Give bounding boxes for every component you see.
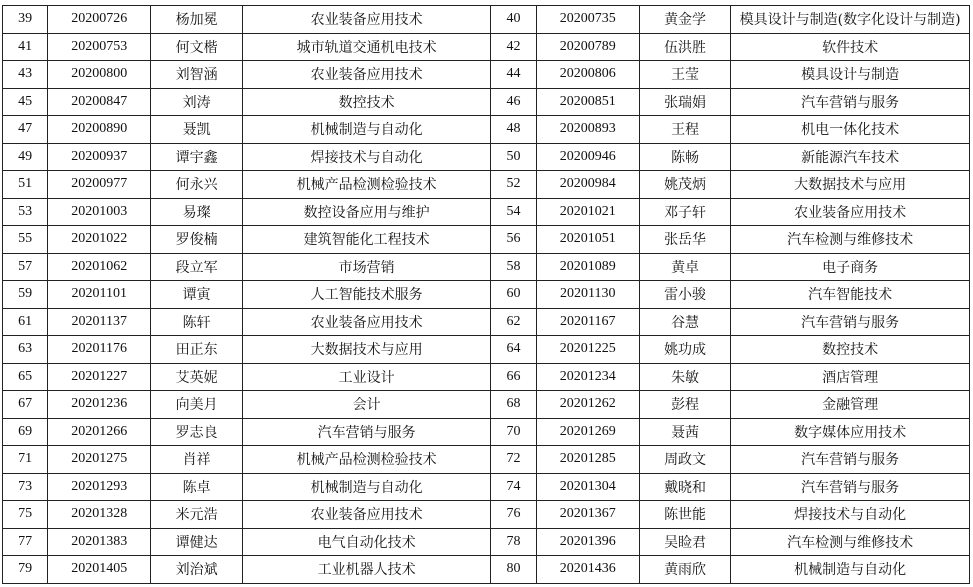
left-student-name: 刘涛 (151, 88, 242, 116)
right-student-name: 姚茂炳 (639, 171, 730, 199)
left-student-id: 20201236 (48, 391, 151, 419)
right-row-number: 48 (491, 116, 536, 144)
left-row-number: 59 (3, 281, 48, 309)
left-student-name: 罗志良 (151, 418, 242, 446)
left-row-number: 77 (3, 528, 48, 556)
left-student-id: 20201383 (48, 528, 151, 556)
left-student-major: 机械产品检测检验技术 (242, 446, 491, 474)
right-row-number: 62 (491, 308, 536, 336)
right-student-major: 汽车营销与服务 (731, 308, 970, 336)
left-student-name: 何文楷 (151, 33, 242, 61)
table-row (3, 253, 970, 281)
right-student-id: 20201225 (536, 336, 639, 364)
right-student-major: 金融管理 (731, 391, 970, 419)
table-row (3, 308, 970, 336)
table-row (3, 61, 970, 89)
right-row-number: 58 (491, 253, 536, 281)
left-row-number: 47 (3, 116, 48, 144)
right-student-id: 20200851 (536, 88, 639, 116)
left-student-major: 农业装备应用技术 (242, 501, 491, 529)
table-row (3, 6, 970, 34)
right-student-id: 20201285 (536, 446, 639, 474)
right-student-major: 农业装备应用技术 (731, 198, 970, 226)
left-student-major: 机械制造与自动化 (242, 473, 491, 501)
right-student-id: 20201396 (536, 528, 639, 556)
left-row-number: 71 (3, 446, 48, 474)
right-row-number: 74 (491, 473, 536, 501)
left-row-number: 69 (3, 418, 48, 446)
left-row-number: 43 (3, 61, 48, 89)
left-row-number: 65 (3, 363, 48, 391)
left-student-major: 机械制造与自动化 (242, 116, 491, 144)
right-student-id: 20201262 (536, 391, 639, 419)
table-row (3, 198, 970, 226)
left-student-id: 20201227 (48, 363, 151, 391)
right-student-id: 20201051 (536, 226, 639, 254)
right-row-number: 44 (491, 61, 536, 89)
left-student-major: 人工智能技术服务 (242, 281, 491, 309)
table-row (3, 281, 970, 309)
table-row (3, 556, 970, 584)
right-student-major: 大数据技术与应用 (731, 171, 970, 199)
right-student-name: 戴晓和 (639, 473, 730, 501)
right-student-name: 张瑞娟 (639, 88, 730, 116)
right-student-id: 20201130 (536, 281, 639, 309)
right-student-name: 王程 (639, 116, 730, 144)
right-student-major: 汽车营销与服务 (731, 88, 970, 116)
table-row (3, 446, 970, 474)
left-student-name: 米元浩 (151, 501, 242, 529)
left-student-name: 谭寅 (151, 281, 242, 309)
right-student-major: 汽车智能技术 (731, 281, 970, 309)
right-student-major: 电子商务 (731, 253, 970, 281)
right-row-number: 56 (491, 226, 536, 254)
right-student-major: 数控技术 (731, 336, 970, 364)
student-roster-table (2, 5, 970, 584)
right-row-number: 46 (491, 88, 536, 116)
table-row (3, 363, 970, 391)
left-student-id: 20201062 (48, 253, 151, 281)
right-student-id: 20200984 (536, 171, 639, 199)
left-student-name: 谭健达 (151, 528, 242, 556)
left-student-name: 田正东 (151, 336, 242, 364)
table-row (3, 88, 970, 116)
table-row (3, 501, 970, 529)
left-student-id: 20200753 (48, 33, 151, 61)
left-student-name: 陈轩 (151, 308, 242, 336)
left-student-major: 汽车营销与服务 (242, 418, 491, 446)
left-row-number: 39 (3, 6, 48, 34)
left-row-number: 61 (3, 308, 48, 336)
right-student-major: 汽车营销与服务 (731, 446, 970, 474)
left-student-major: 数控设备应用与维护 (242, 198, 491, 226)
left-student-major: 农业装备应用技术 (242, 61, 491, 89)
right-student-major: 模具设计与制造 (731, 61, 970, 89)
left-student-id: 20200726 (48, 6, 151, 34)
left-student-id: 20201328 (48, 501, 151, 529)
left-student-id: 20200847 (48, 88, 151, 116)
left-student-id: 20201022 (48, 226, 151, 254)
left-student-id: 20201266 (48, 418, 151, 446)
left-row-number: 49 (3, 143, 48, 171)
left-row-number: 53 (3, 198, 48, 226)
right-student-name: 王莹 (639, 61, 730, 89)
left-student-name: 聂凯 (151, 116, 242, 144)
left-student-major: 市场营销 (242, 253, 491, 281)
left-student-major: 建筑智能化工程技术 (242, 226, 491, 254)
right-row-number: 80 (491, 556, 536, 584)
right-row-number: 70 (491, 418, 536, 446)
right-student-id: 20200893 (536, 116, 639, 144)
right-student-name: 姚功成 (639, 336, 730, 364)
right-student-name: 陈畅 (639, 143, 730, 171)
left-student-id: 20201101 (48, 281, 151, 309)
right-row-number: 42 (491, 33, 536, 61)
table-row (3, 391, 970, 419)
table-row (3, 116, 970, 144)
right-student-major: 数字媒体应用技术 (731, 418, 970, 446)
right-student-id: 20201234 (536, 363, 639, 391)
table-row (3, 473, 970, 501)
right-row-number: 50 (491, 143, 536, 171)
left-student-major: 农业装备应用技术 (242, 308, 491, 336)
roster-body (3, 6, 970, 584)
left-student-major: 机械产品检测检验技术 (242, 171, 491, 199)
left-student-major: 工业机器人技术 (242, 556, 491, 584)
table-row (3, 336, 970, 364)
right-row-number: 76 (491, 501, 536, 529)
left-student-name: 刘智涵 (151, 61, 242, 89)
right-student-name: 雷小骏 (639, 281, 730, 309)
right-student-name: 彭程 (639, 391, 730, 419)
right-student-major: 汽车检测与维修技术 (731, 528, 970, 556)
left-student-major: 会计 (242, 391, 491, 419)
left-student-major: 农业装备应用技术 (242, 6, 491, 34)
right-student-id: 20200735 (536, 6, 639, 34)
left-row-number: 41 (3, 33, 48, 61)
left-student-name: 易璨 (151, 198, 242, 226)
left-student-id: 20201137 (48, 308, 151, 336)
table-row (3, 171, 970, 199)
left-row-number: 73 (3, 473, 48, 501)
right-student-id: 20201304 (536, 473, 639, 501)
right-row-number: 66 (491, 363, 536, 391)
right-student-id: 20200789 (536, 33, 639, 61)
left-row-number: 75 (3, 501, 48, 529)
left-student-major: 电气自动化技术 (242, 528, 491, 556)
right-student-name: 黄金学 (639, 6, 730, 34)
left-student-id: 20201275 (48, 446, 151, 474)
table-row (3, 528, 970, 556)
right-student-id: 20201021 (536, 198, 639, 226)
left-student-id: 20200937 (48, 143, 151, 171)
left-row-number: 63 (3, 336, 48, 364)
left-student-major: 焊接技术与自动化 (242, 143, 491, 171)
left-student-name: 谭宇鑫 (151, 143, 242, 171)
left-student-name: 杨加冕 (151, 6, 242, 34)
right-row-number: 64 (491, 336, 536, 364)
table-row (3, 143, 970, 171)
left-student-id: 20200800 (48, 61, 151, 89)
left-student-name: 向美月 (151, 391, 242, 419)
left-student-id: 20201176 (48, 336, 151, 364)
right-student-name: 吴睑君 (639, 528, 730, 556)
left-student-name: 刘治斌 (151, 556, 242, 584)
left-student-major: 数控技术 (242, 88, 491, 116)
left-student-name: 何永兴 (151, 171, 242, 199)
right-student-id: 20201167 (536, 308, 639, 336)
left-student-name: 罗俊楠 (151, 226, 242, 254)
right-student-major: 模具设计与制造(数字化设计与制造) (731, 6, 970, 34)
right-row-number: 52 (491, 171, 536, 199)
right-student-name: 朱敏 (639, 363, 730, 391)
right-student-major: 酒店管理 (731, 363, 970, 391)
left-student-id: 20201293 (48, 473, 151, 501)
left-student-name: 段立军 (151, 253, 242, 281)
right-student-major: 机电一体化技术 (731, 116, 970, 144)
left-row-number: 55 (3, 226, 48, 254)
right-row-number: 60 (491, 281, 536, 309)
right-row-number: 40 (491, 6, 536, 34)
right-student-id: 20200946 (536, 143, 639, 171)
left-student-name: 肖祥 (151, 446, 242, 474)
right-student-id: 20201367 (536, 501, 639, 529)
left-student-major: 大数据技术与应用 (242, 336, 491, 364)
right-student-major: 汽车检测与维修技术 (731, 226, 970, 254)
table-row (3, 33, 970, 61)
right-student-name: 聂茜 (639, 418, 730, 446)
right-student-name: 张岳华 (639, 226, 730, 254)
right-student-name: 黄雨欣 (639, 556, 730, 584)
left-row-number: 67 (3, 391, 48, 419)
left-row-number: 57 (3, 253, 48, 281)
right-row-number: 78 (491, 528, 536, 556)
right-student-name: 谷慧 (639, 308, 730, 336)
left-student-name: 艾英妮 (151, 363, 242, 391)
right-student-major: 软件技术 (731, 33, 970, 61)
left-row-number: 45 (3, 88, 48, 116)
right-student-major: 汽车营销与服务 (731, 473, 970, 501)
right-student-name: 陈世能 (639, 501, 730, 529)
right-student-id: 20201436 (536, 556, 639, 584)
left-student-name: 陈卓 (151, 473, 242, 501)
table-row (3, 226, 970, 254)
right-row-number: 54 (491, 198, 536, 226)
right-student-name: 黄卓 (639, 253, 730, 281)
right-row-number: 72 (491, 446, 536, 474)
table-row (3, 418, 970, 446)
left-student-id: 20201003 (48, 198, 151, 226)
left-student-major: 城市轨道交通机电技术 (242, 33, 491, 61)
right-student-major: 新能源汽车技术 (731, 143, 970, 171)
right-student-id: 20200806 (536, 61, 639, 89)
left-row-number: 51 (3, 171, 48, 199)
right-student-name: 伍洪胜 (639, 33, 730, 61)
left-row-number: 79 (3, 556, 48, 584)
right-row-number: 68 (491, 391, 536, 419)
right-student-name: 周政文 (639, 446, 730, 474)
right-student-id: 20201089 (536, 253, 639, 281)
left-student-id: 20200890 (48, 116, 151, 144)
right-student-major: 机械制造与自动化 (731, 556, 970, 584)
right-student-name: 邓子轩 (639, 198, 730, 226)
right-student-id: 20201269 (536, 418, 639, 446)
left-student-id: 20201405 (48, 556, 151, 584)
left-student-major: 工业设计 (242, 363, 491, 391)
left-student-id: 20200977 (48, 171, 151, 199)
right-student-major: 焊接技术与自动化 (731, 501, 970, 529)
